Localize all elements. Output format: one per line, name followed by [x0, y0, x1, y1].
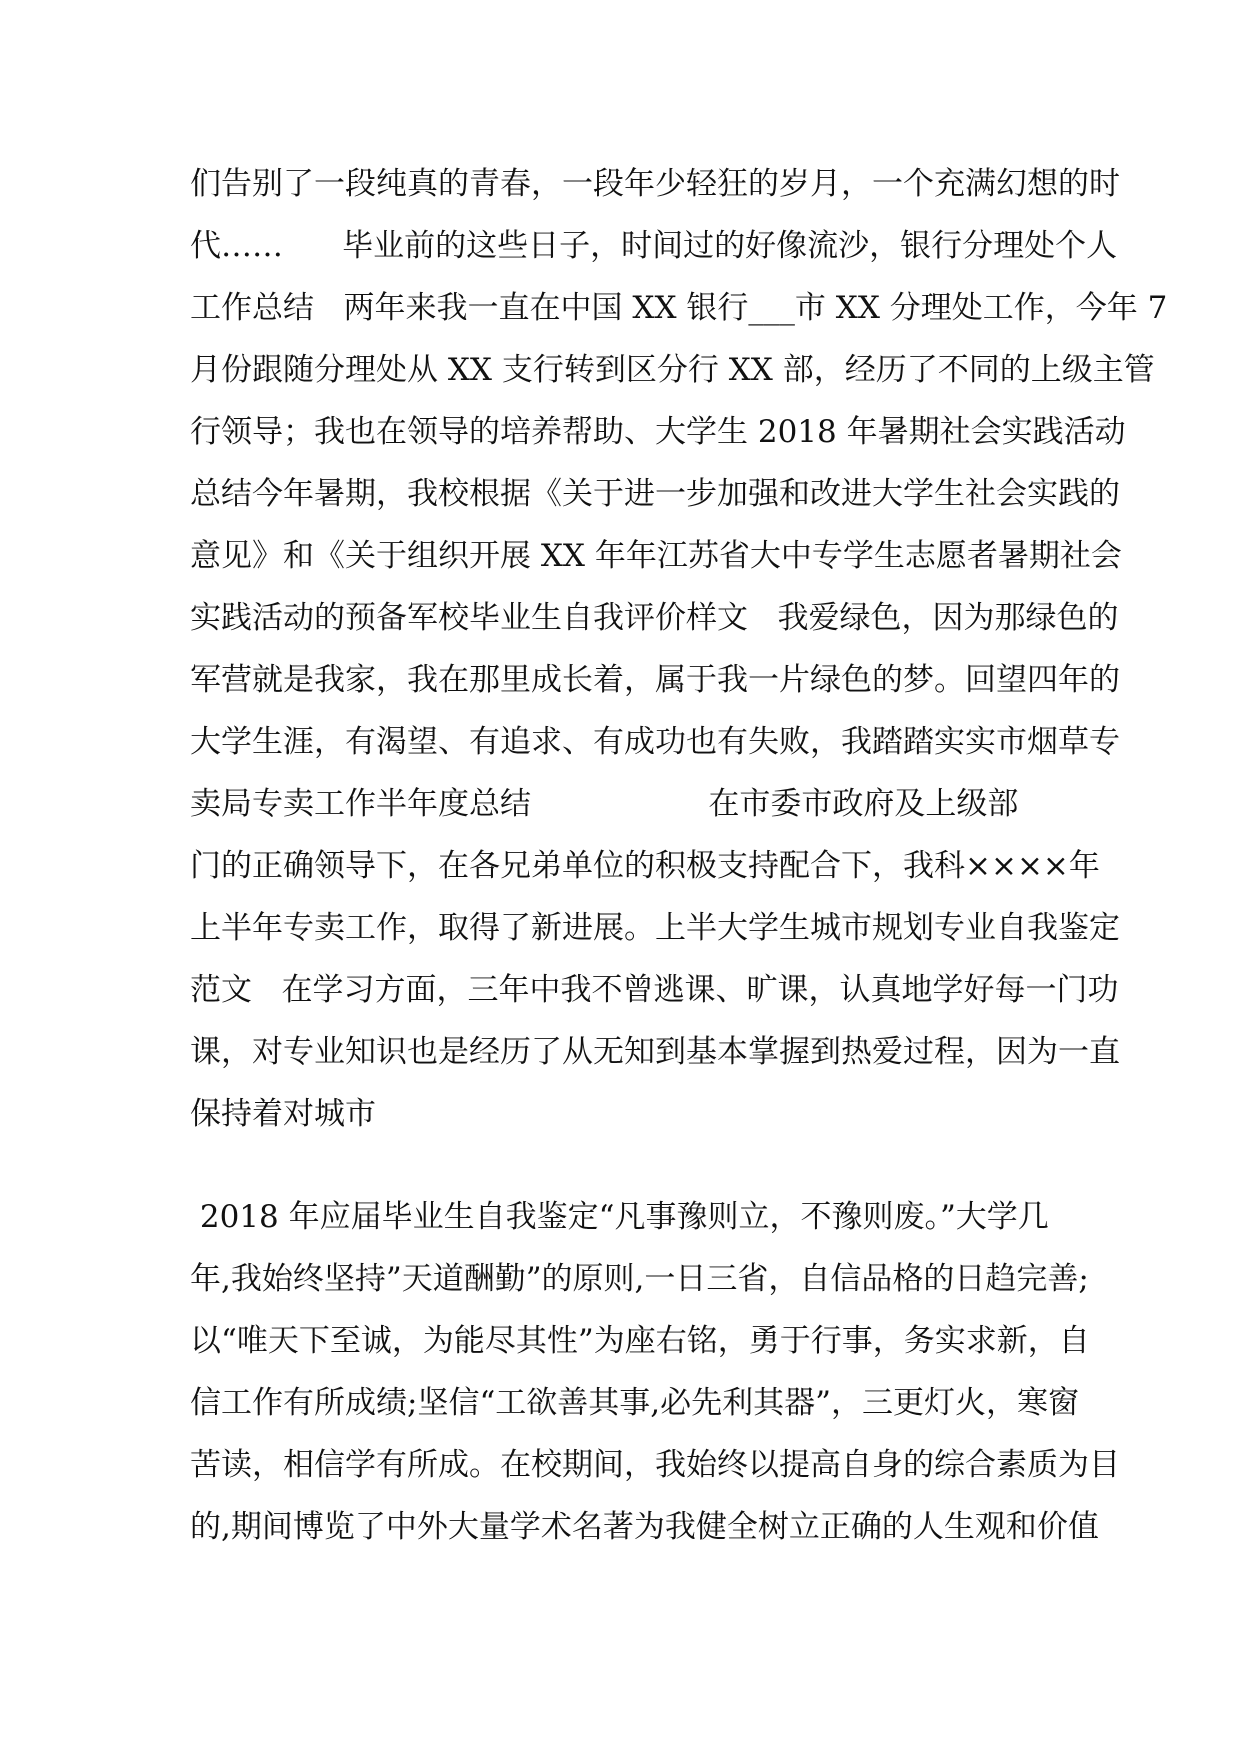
text-line: 信工作有所成绩;坚信“工欲善其事,必先利其器”，三更灯火，寒窗 — [190, 1385, 1079, 1421]
text-line: 2018 年应届毕业生自我鉴定“凡事豫则立，不豫则废。”大学几 — [190, 1199, 1049, 1235]
text-line: 上半年专卖工作，取得了新进展。上半大学生城市规划专业自我鉴定 — [190, 910, 1120, 946]
text-line: 大学生涯，有渴望、有追求、有成功也有失败，我踏踏实实市烟草专 — [190, 724, 1120, 760]
text-line: 军营就是我家，我在那里成长着，属于我一片绿色的梦。回望四年的 — [190, 662, 1120, 698]
paragraph-1 — [190, 153, 1168, 1145]
text-line: 行领导；我也在领导的培养帮助、大学生 2018 年暑期社会实践活动 — [190, 414, 1126, 450]
text-line: 意见》和《关于组织开展 XX 年年江苏省大中专学生志愿者暑期社会 — [190, 538, 1122, 574]
paragraph-2 — [190, 1186, 1120, 1558]
text-line: 年,我始终坚持”天道酬勤”的原则,一日三省，自信品格的日趋完善; — [190, 1261, 1089, 1297]
text-line: 门的正确领导下，在各兄弟单位的积极支持配合下，我科××××年 — [190, 848, 1100, 884]
text-line: 范文 在学习方面，三年中我不曾逃课、旷课，认真地学好每一门功 — [190, 972, 1119, 1008]
text-line: 实践活动的预备军校毕业生自我评价样文 我爱绿色，因为那绿色的 — [190, 600, 1119, 636]
text-line: 代…… 毕业前的这些日子，时间过的好像流沙，银行分理处个人 — [190, 228, 1118, 264]
text-line: 课，对专业知识也是经历了从无知到基本掌握到热爱过程，因为一直 — [190, 1034, 1120, 1070]
text-line: 总结今年暑期，我校根据《关于进一步加强和改进大学生社会实践的 — [190, 476, 1120, 512]
text-line: 卖局专卖工作半年度总结 在市委市政府及上级部 — [190, 786, 1019, 822]
text-line: 以“唯天下至诚，为能尽其性”为座右铭，勇于行事，务实求新，自 — [190, 1323, 1090, 1359]
text-line: 的,期间博览了中外大量学术名著为我健全树立正确的人生观和价值 — [190, 1509, 1099, 1545]
text-line: 工作总结 两年来我一直在中国 XX 银行___市 XX 分理处工作，今年 7 — [190, 290, 1168, 326]
text-line: 月份跟随分理处从 XX 支行转到区分行 XX 部，经历了不同的上级主管 — [190, 352, 1155, 388]
text-line: 苦读，相信学有所成。在校期间，我始终以提高自身的综合素质为目 — [190, 1447, 1120, 1483]
text-line: 们告别了一段纯真的青春，一段年少轻狂的岁月，一个充满幻想的时 — [190, 166, 1120, 202]
text-line: 保持着对城市 — [190, 1096, 376, 1132]
